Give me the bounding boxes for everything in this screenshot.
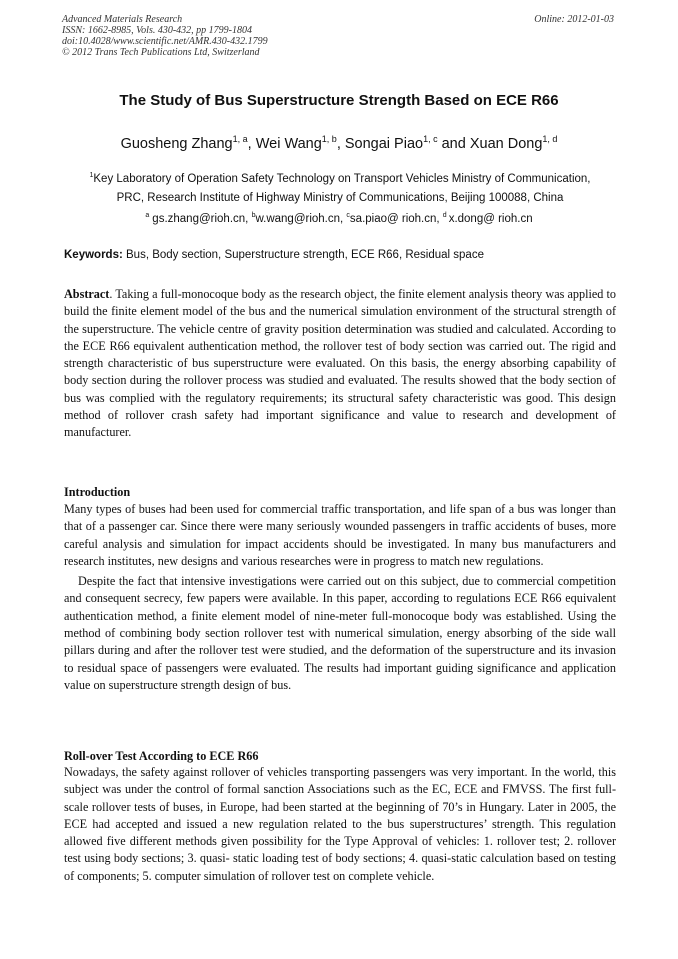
rollover-paragraph-1: Nowadays, the safety against rollover of vehicles transporting passengers was very important. In the world, this subject was under the control of formal sanction Associations such as the EC, ECE and FMVSS. The first full-scale rollover tests of buses, in Europe, had been started at the beginning of 70’s in Hungary. Later in 2005, the ECE had accepted and issued a new regulation related to the bus superstructures’ strength. This regulation allowed five different methods given possibility for the Type Approval of vehicles: 1. rollover test; 2. rollover test using body sections; 3. quasi- static loading test of body sections; 4. quasi-static calculation based on testing of components; 5. computer simulation of rollover test on complete vehicle. <box>64 765 616 883</box>
keywords-text: Bus, Body section, Superstructure strength, ECE R66, Residual space <box>126 249 484 261</box>
affiliation-line-2: PRC, Research Institute of Highway Ministry of Communications, Beijing 100088, China <box>116 192 564 204</box>
author-name: Songai Piao <box>344 136 424 152</box>
abstract <box>64 286 616 442</box>
author-affil-mark: 1, d <box>542 134 558 144</box>
author-separator: , <box>247 136 256 152</box>
email-mark: b <box>251 212 256 219</box>
issn-line: ISSN: 1662-8985, Vols. 430-432, pp 1799-1804 <box>62 25 252 36</box>
copyright-line: © 2012 Trans Tech Publications Ltd, Switzerland <box>62 47 260 58</box>
doi-line: doi:10.4028/www.scientific.net/AMR.430-432.1799 <box>62 36 268 47</box>
email-mark: d <box>442 212 447 219</box>
affiliation-line-1: Key Laboratory of Operation Safety Technology on Transport Vehicles Ministry of Communication, <box>93 173 591 185</box>
email-address: gs.zhang@rioh.cn, <box>152 213 252 225</box>
introduction-body <box>64 501 616 694</box>
author-name: Xuan Dong <box>469 136 543 152</box>
author-list <box>0 130 678 153</box>
email-address: w.wang@rioh.cn, <box>255 213 347 225</box>
affiliation-mark: 1 <box>89 172 94 179</box>
affiliation <box>64 166 616 208</box>
introduction-paragraph-2: Despite the fact that intensive investigations were carried out on this subject, due to commercial competition and consequent secrecy, few papers were available. In this paper, according to regulations ECE R66 equivalent authentication method, a finite element model of nine-meter full-monocoque body was established. Using the method of combining body section rollover test with numerical simulation, energy absorbing of the side wall pillars during and after the rollover test were studied, and the deformation of the superstructure and its invasion to residual space of passengers were evaluated. The results had important guiding significance and application value on superstructure strength design of bus. <box>64 574 616 692</box>
author-separator: , <box>336 136 345 152</box>
author-name: Guosheng Zhang <box>120 136 233 152</box>
email-list <box>0 208 678 227</box>
introduction-heading: Introduction <box>64 485 131 499</box>
keywords <box>64 247 616 263</box>
author-affil-mark: 1, b <box>321 134 337 144</box>
keywords-label: Keywords: <box>64 249 123 261</box>
journal-header <box>62 14 268 58</box>
rollover-heading: Roll-over Test According to ECE R66 <box>64 749 259 763</box>
email-address: sa.piao@ rioh.cn, <box>349 213 443 225</box>
journal-name: Advanced Materials Research <box>62 14 183 25</box>
introduction-paragraph-1: Many types of buses had been used for commercial traffic transportation, and life span of a bus was longer than that of a passenger car. Since there were many seriously wounded passengers in traffic accidents of buses, more careful analysis and simulation for impact accidents should be investigated. In many bus manufacturers and research institutes, new designs and various researches were in progress to match new regulations. <box>64 502 616 568</box>
rollover-body <box>64 764 616 885</box>
paper-title: The Study of Bus Superstructure Strength Based on ECE R66 <box>119 92 559 109</box>
email-address: x.dong@ rioh.cn <box>448 213 533 225</box>
author-affil-mark: 1, c <box>423 134 438 144</box>
email-mark: a <box>145 212 150 219</box>
online-date: Online: 2012-01-03 <box>534 14 614 25</box>
author-name: Wei Wang <box>255 136 322 152</box>
author-affil-mark: 1, a <box>232 134 248 144</box>
abstract-label: Abstract <box>64 287 110 301</box>
author-separator: and <box>437 136 470 152</box>
abstract-text: . Taking a full-monocoque body as the research object, the finite element analysis theory was applied to build the finite element model of the bus and the numerical simulation environment of the structural strength of the superstructure. The vehicle centre of gravity position determination was studied and calculated. According to the ECE R66 equivalent authentication method, the rollover test of body section was carried out. The rigid and strength characteristic of bus superstructure were evaluated. On this basis, the energy absorbing capability of body section during the rollover process was studied and evaluated. The results showed that the body section of bus was complied with the regulatory requirements; its structural safety characteristic was good. This design method of rollover crash safety had important significance and value to research and development of manufacturer. <box>64 287 616 440</box>
email-mark: c <box>346 212 350 219</box>
